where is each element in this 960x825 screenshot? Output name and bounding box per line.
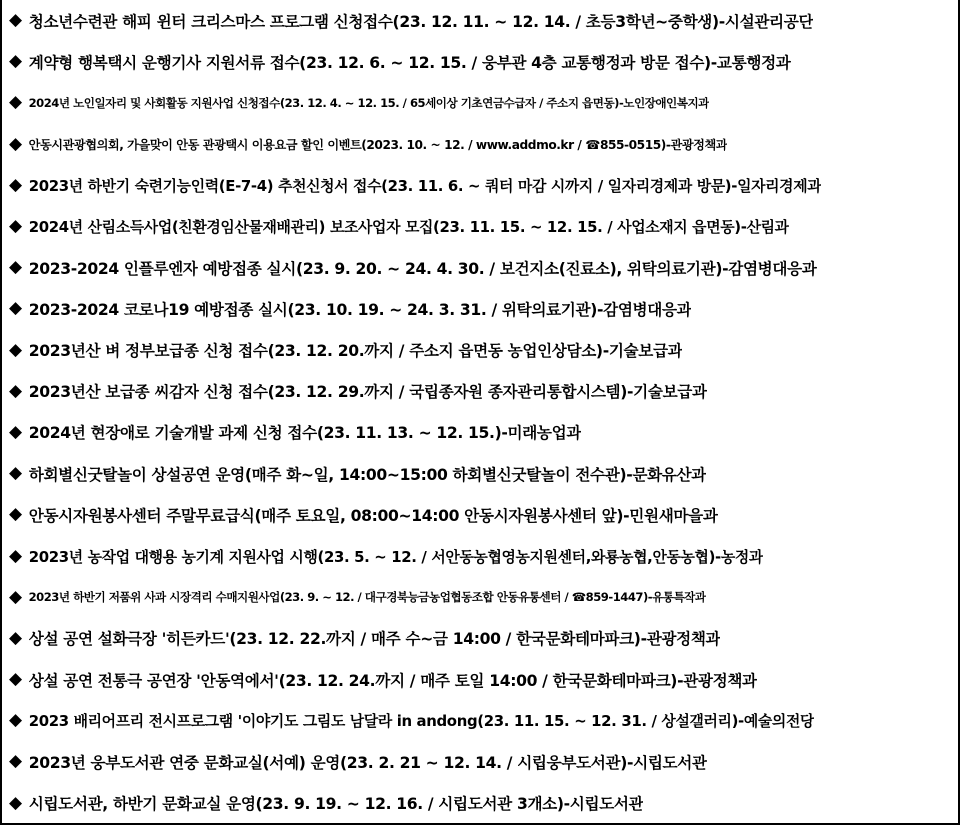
notice-text[interactable]: 상설 공연 전통극 공연장 '안동역에서'(23. 12. 24.까지 / 매주 토일 14:00 / 한국문화테마파크)-관광정책과 (28, 671, 757, 690)
notice-text[interactable]: 시립도서관, 하반기 문화교실 운영(23. 9. 19. ~ 12. 16. / 시립도서관 3개소)-시립도서관 (28, 795, 644, 814)
notice-item[interactable] (2, 371, 958, 412)
diamond-bullet-icon: ◆ (9, 463, 22, 484)
diamond-bullet-icon: ◆ (9, 298, 22, 319)
notice-item[interactable] (2, 41, 958, 82)
notice-text[interactable]: 안동시자원봉사센터 주말무료급식(매주 토요일, 08:00~14:00 안동시자원봉사센터 앞)-민원새마을과 (28, 506, 718, 525)
diamond-bullet-icon: ◆ (9, 792, 22, 813)
notice-item[interactable] (2, 124, 958, 165)
diamond-bullet-icon: ◆ (9, 339, 22, 360)
notice-text[interactable]: 2023-2024 인플루엔자 예방접종 실시(23. 9. 20. ~ 24. 4. 30. / 보건지소(진료소), 위탁의료기관)-감염병대응과 (28, 259, 817, 278)
notice-text[interactable]: 2023년산 벼 정부보급종 신청 접수(23. 12. 20.까지 / 주소지 읍면동 농업인상담소)-기술보급과 (28, 342, 683, 361)
notice-text[interactable]: 2023년 웅부도서관 연중 문화교실(서예) 운영(23. 2. 21 ~ 12. 14. / 시립웅부도서관)-시립도서관 (28, 753, 707, 772)
notice-item[interactable] (2, 206, 958, 247)
notice-item[interactable] (2, 453, 958, 494)
notice-item[interactable] (2, 618, 958, 659)
notice-text[interactable]: 2023-2024 코로나19 예방접종 실시(23. 10. 19. ~ 24. 3. 31. / 위탁의료기관)-감염병대응과 (28, 300, 692, 319)
diamond-bullet-icon: ◆ (9, 380, 22, 401)
notice-item[interactable] (2, 783, 958, 824)
notice-text[interactable]: 2024년 산림소득사업(친환경임산물재배관리) 보조사업자 모집(23. 11. 15. ~ 12. 15. / 사업소재지 읍면동)-산림과 (28, 218, 789, 237)
notice-text[interactable]: 2024년 노인일자리 및 사회활동 지원사업 신청접수(23. 12. 4. ~ 12. 15. / 65세이상 기초연금수급자 / 주소지 읍면동)-노인장애인복지과 (28, 95, 709, 110)
notice-item[interactable] (2, 494, 958, 535)
diamond-bullet-icon: ◆ (9, 133, 22, 154)
diamond-bullet-icon: ◆ (9, 51, 22, 72)
notice-text[interactable]: 2024년 현장애로 기술개발 과제 신청 접수(23. 11. 13. ~ 12. 15.)-미래농업과 (28, 424, 582, 443)
notice-text[interactable]: 상설 공연 설화극장 '히든카드'(23. 12. 22.까지 / 매주 수~금 14:00 / 한국문화테마파크)-관광정책과 (28, 630, 721, 649)
notice-item[interactable] (2, 247, 958, 288)
notice-text[interactable]: 2023 배리어프리 전시프로그램 '이야기도 그림도 남달라 in andong(23. 11. 15. ~ 12. 31. / 상설갤러리)-예술의전당 (28, 712, 815, 731)
diamond-bullet-icon: ◆ (9, 627, 22, 648)
notice-text[interactable]: 2023년산 보급종 씨감자 신청 접수(23. 12. 29.까지 / 국립종자원 종자관리통합시스템)-기술보급과 (28, 383, 707, 402)
diamond-bullet-icon: ◆ (9, 10, 22, 31)
diamond-bullet-icon: ◆ (9, 586, 22, 607)
notice-text[interactable]: 계약형 행복택시 운행기사 지원서류 접수(23. 12. 6. ~ 12. 15. / 웅부관 4층 교통행정과 방문 접수)-교통행정과 (28, 53, 791, 72)
diamond-bullet-icon: ◆ (9, 92, 22, 113)
diamond-bullet-icon: ◆ (9, 545, 22, 566)
notice-item[interactable] (2, 82, 958, 123)
diamond-bullet-icon: ◆ (9, 257, 22, 278)
notice-text[interactable]: 2023년 하반기 숙련기능인력(E-7-4) 추천신청서 접수(23. 11. 6. ~ 쿼터 마감 시까지 / 일자리경제과 방문)-일자리경제과 (28, 176, 822, 195)
notice-text[interactable]: 2023년 농작업 대행용 농기계 지원사업 시행(23. 5. ~ 12. / 서안동농협영농지원센터,와룡농협,안동농협)-농정과 (28, 547, 763, 566)
notice-item[interactable] (2, 535, 958, 576)
diamond-bullet-icon: ◆ (9, 174, 22, 195)
notice-item[interactable] (2, 288, 958, 329)
notice-item[interactable] (2, 330, 958, 371)
diamond-bullet-icon: ◆ (9, 710, 22, 731)
notice-text[interactable]: 하회별신굿탈놀이 상설공연 운영(매주 화~일, 14:00~15:00 하회별신굿탈놀이 전수관)-문화유산과 (28, 465, 706, 484)
notice-item[interactable] (2, 165, 958, 206)
notice-item[interactable] (2, 577, 958, 618)
diamond-bullet-icon: ◆ (9, 669, 22, 690)
diamond-bullet-icon: ◆ (9, 216, 22, 237)
notice-text[interactable]: 안동시관광협의회, 가을맞이 안동 관광택시 이용요금 할인 이벤트(2023. 10. ~ 12. / www.addmo.kr / ☎855-0515)-관광정책과 (28, 137, 728, 152)
notice-text[interactable]: 2023년 하반기 저품위 사과 시장격리 수매지원사업(23. 9. ~ 12. / 대구경북능금농업협동조합 안동유통센터 / ☎859-1447)-유통특작과 (28, 590, 706, 605)
notice-item[interactable] (2, 741, 958, 782)
notice-item[interactable] (2, 659, 958, 700)
notice-text[interactable]: 청소년수련관 해피 윈터 크리스마스 프로그램 신청접수(23. 12. 11. ~ 12. 14. / 초등3학년~중학생)-시설관리공단 (28, 12, 814, 31)
diamond-bullet-icon: ◆ (9, 751, 22, 772)
notice-item[interactable] (2, 700, 958, 741)
notice-list (2, 0, 958, 824)
notice-item[interactable] (2, 412, 958, 453)
diamond-bullet-icon: ◆ (9, 421, 22, 442)
notice-item[interactable] (2, 0, 958, 41)
diamond-bullet-icon: ◆ (9, 504, 22, 525)
